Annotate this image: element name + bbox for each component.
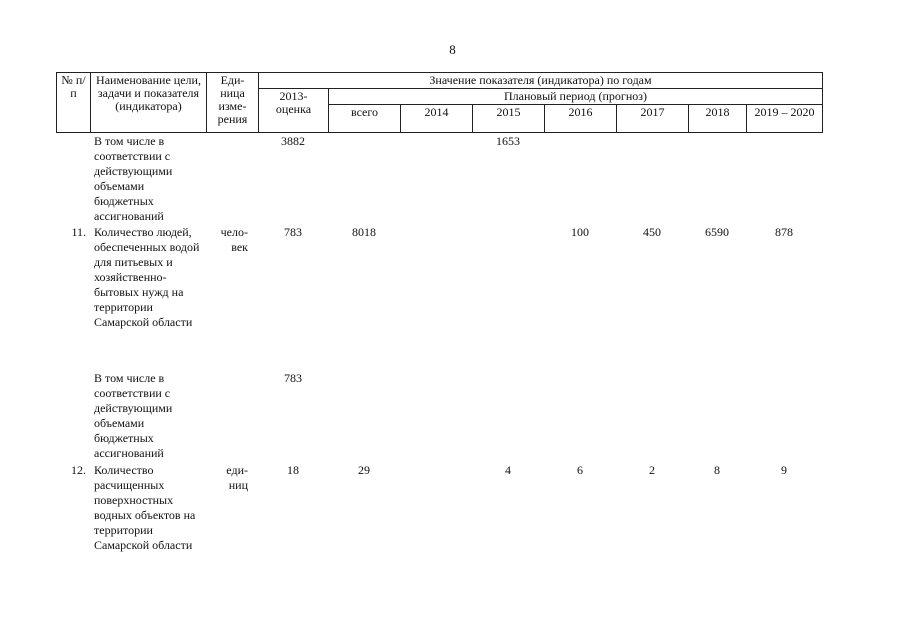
row-unit: чело- век	[220, 225, 248, 254]
table-row	[56, 225, 822, 371]
row-num: 11.	[71, 225, 86, 239]
row-2013: 3882	[281, 134, 305, 148]
row-2013: 783	[284, 371, 302, 385]
row-name: В том числе в соответствии с действующими объемами бюджетных ассигнований	[94, 134, 173, 223]
header-values: Значение показателя (индикатора) по годам	[259, 73, 823, 89]
row-unit	[206, 371, 258, 463]
header-total: всего	[329, 105, 401, 133]
row-unit	[206, 134, 258, 225]
row-name: Количество людей, обеспеченных водой для питьевых и хозяйственно-бытовых нужд на территории Самарской области	[94, 225, 200, 329]
row-2016	[544, 371, 616, 463]
row-2016	[544, 134, 616, 225]
header-2016: 2016	[545, 105, 617, 133]
header-2013: 2013- оценка	[259, 89, 329, 133]
header-2017: 2017	[617, 105, 689, 133]
header-2015: 2015	[473, 105, 545, 133]
row-2017	[616, 134, 688, 225]
row-2015	[472, 371, 544, 463]
row-2015	[472, 225, 544, 371]
row-num: 12.	[71, 463, 86, 477]
table-body	[56, 134, 822, 573]
table-row	[56, 371, 822, 463]
table-row	[56, 134, 822, 225]
row-unit: еди- ниц	[226, 463, 248, 492]
header-2014: 2014	[401, 105, 473, 133]
row-2016: 100	[571, 225, 589, 239]
row-2019: 878	[775, 225, 793, 239]
row-2017: 450	[643, 225, 661, 239]
header-2018: 2018	[689, 105, 747, 133]
row-2019	[746, 371, 822, 463]
row-2018: 6590	[705, 225, 729, 239]
row-2014	[400, 371, 472, 463]
row-total	[328, 134, 400, 225]
row-num	[56, 134, 90, 225]
row-2017: 2	[649, 463, 655, 477]
row-total	[328, 371, 400, 463]
header-name: Наименование цели, задачи и показателя (индикатора)	[91, 73, 207, 133]
table-header	[56, 72, 823, 133]
row-2018	[688, 371, 746, 463]
row-2018: 8	[714, 463, 720, 477]
page-number: 8	[449, 42, 456, 57]
row-2013: 783	[284, 225, 302, 239]
row-2015: 4	[505, 463, 511, 477]
row-2018	[688, 134, 746, 225]
row-2019: 9	[781, 463, 787, 477]
row-2014	[400, 134, 472, 225]
row-2019	[746, 134, 822, 225]
row-2014	[400, 225, 472, 371]
row-name: Количество расчищенных поверхностных водных объектов на территории Самарской области	[94, 463, 196, 552]
row-2014	[400, 463, 472, 573]
table-row	[56, 463, 822, 573]
row-total: 8018	[352, 225, 376, 239]
row-2017	[616, 371, 688, 463]
row-num	[56, 371, 90, 463]
header-unit: Еди- ница изме- рения	[207, 73, 259, 133]
header-num: № п/ п	[57, 73, 91, 133]
row-total: 29	[358, 463, 370, 477]
row-2015: 1653	[496, 134, 520, 148]
row-name: В том числе в соответствии с действующими объемами бюджетных ассигнований	[94, 371, 173, 460]
row-2016: 6	[577, 463, 583, 477]
header-plan: Плановый период (прогноз)	[329, 89, 823, 105]
header-2019: 2019 – 2020	[747, 105, 823, 133]
row-2013: 18	[287, 463, 299, 477]
